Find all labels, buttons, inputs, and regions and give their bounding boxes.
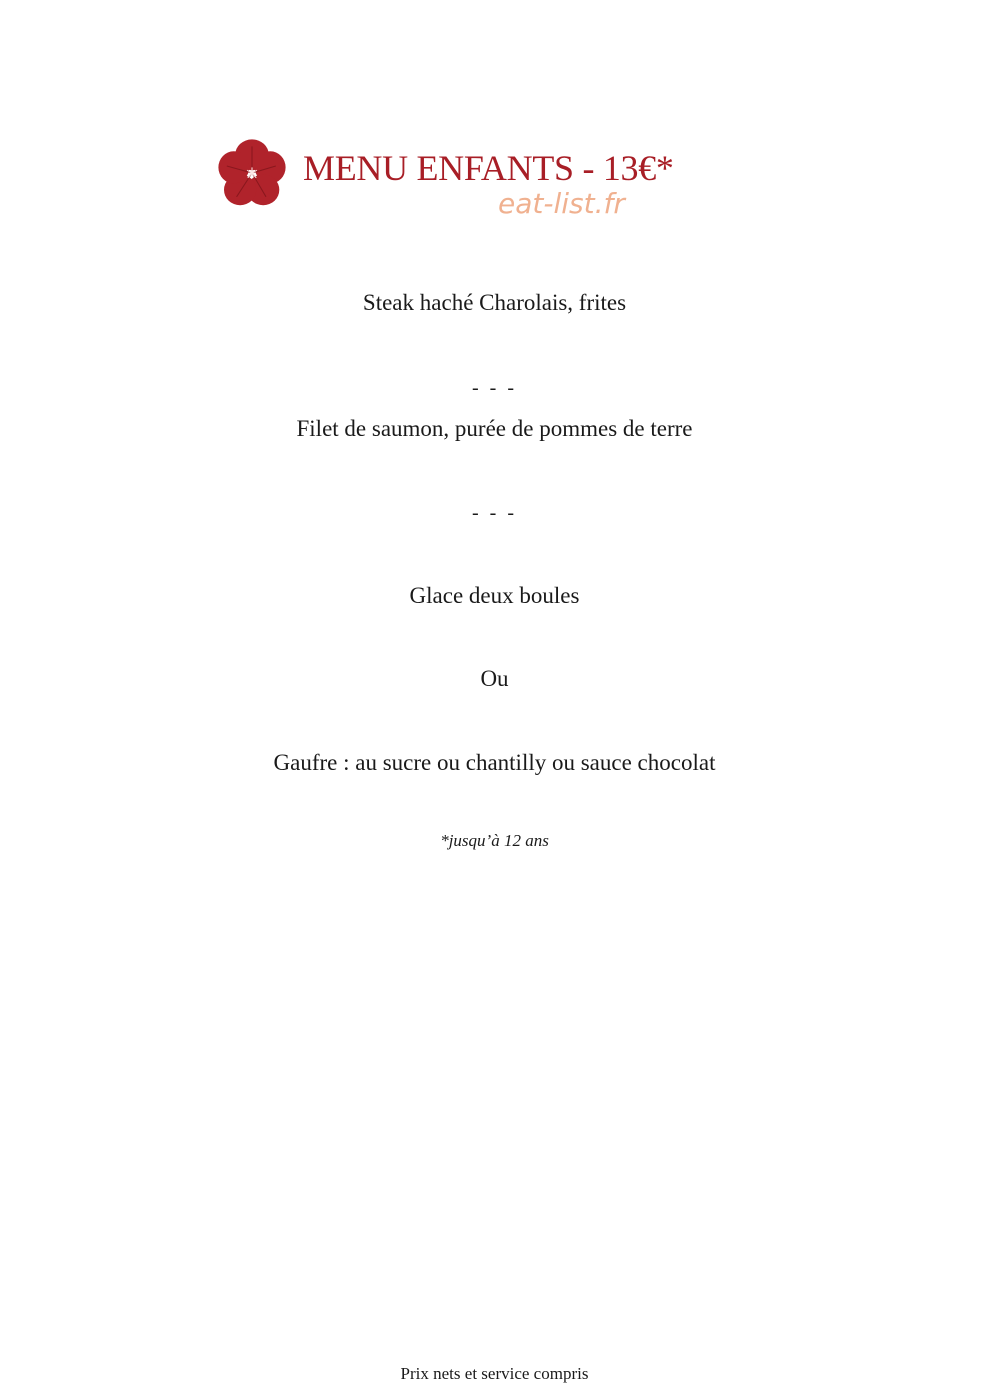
separator-2: - - - [472,502,517,524]
age-note: *jusqu’à 12 ans [440,831,549,850]
or-label: Ou [480,666,509,691]
menu-header [217,138,737,228]
watermark-text: eat-list.fr [498,187,625,220]
separator-1: - - - [472,377,517,399]
dessert-2: Gaufre : au sucre ou chantilly ou sauce chocolat [273,750,716,775]
hibiscus-flower-icon [217,138,287,208]
dessert-1: Glace deux boules [409,583,580,608]
course-1: Steak haché Charolais, frites [362,290,627,315]
footer-text: Prix nets et service compris [400,1364,589,1383]
menu-title: MENU ENFANTS - 13€* [303,148,674,188]
course-2: Filet de saumon, purée de pommes de terre [296,416,693,441]
